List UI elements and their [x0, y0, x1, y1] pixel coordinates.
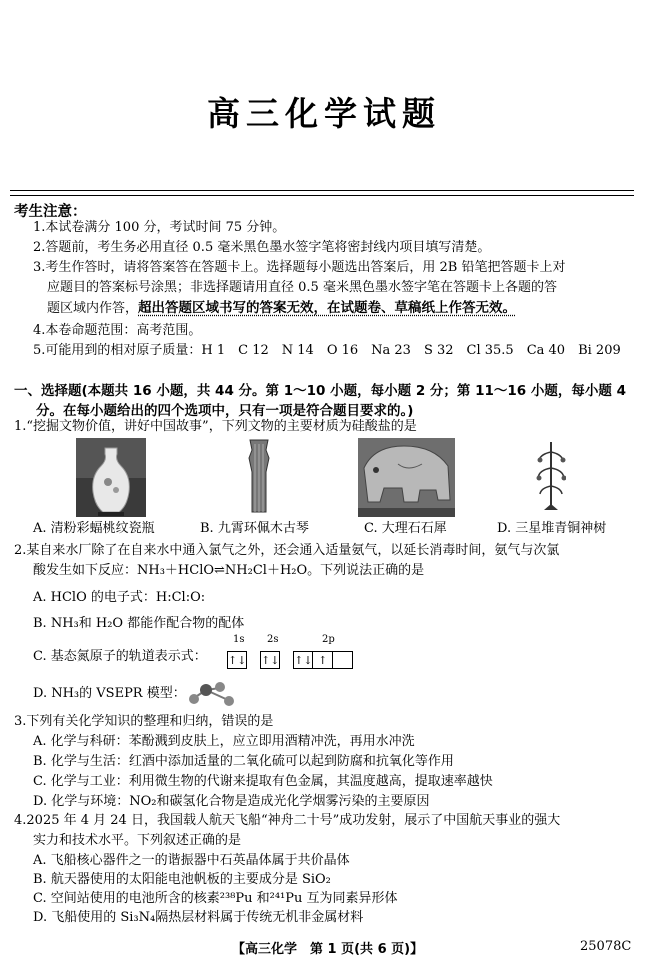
- option-c: C. 空间站使用的电池所含的核素²³⁸Pu 和²⁴¹Pu 互为同素异形体: [33, 891, 398, 906]
- section-heading: 分。在每小题给出的四个选项中，只有一项是符合题目要求的。): [36, 403, 414, 419]
- orbital-label: 2p: [322, 634, 335, 645]
- orbital-box: ↑↓: [227, 651, 247, 669]
- notice-item: 5.可能用到的相对原子质量：H 1 C 12 N 14 O 16 Na 23 S 32 Cl 35.5 Ca 40 Bi 209: [33, 343, 621, 358]
- option-b: B. 航天器使用的太阳能电池帆板的主要成分是 SiO₂: [33, 872, 331, 887]
- exam-code: 25078C: [580, 939, 632, 954]
- question-stem: 3.下列有关化学知识的整理和归纳，错误的是: [14, 714, 274, 729]
- option-c: C. 大理石石犀: [364, 521, 447, 536]
- option-c: C. 基态氮原子的轨道表示式：: [33, 649, 207, 664]
- question-stem: 2.某自来水厂除了在自来水中通入氯气之外，还会通入适量氨气，以延长消毒时间，氨气与次氯: [14, 543, 560, 558]
- option-c: C. 化学与工业：利用微生物的代谢来提取有色金属，其温度越高，提取速率越快: [33, 774, 493, 789]
- notice-item-text: 题区域内作答，: [47, 301, 139, 316]
- orbital-box: [333, 651, 353, 669]
- option-d: D. NH₃的 VSEPR 模型：: [33, 686, 186, 701]
- option-a: A. HClO 的电子式：H:Cl:O:: [33, 590, 206, 605]
- notice-item: 3.考生作答时，请将答案答在答题卡上。选择题每小题选出答案后，用 2B 铅笔把答题卡上对: [33, 260, 566, 275]
- notice-item-line: [47, 299, 516, 318]
- option-b: B. 化学与生活：红酒中添加适量的二氧化硫可以起到防腐和抗氧化等作用: [33, 754, 454, 769]
- notice-emphasis: 超出答题区域书写的答案无效，在试题卷、草稿纸上作答无效。: [138, 300, 517, 316]
- option-a: A. 清粉彩蝠桃纹瓷瓶: [33, 521, 155, 536]
- option-d: D. 三星堆青铜神树: [497, 521, 607, 536]
- orbital-box: ↑↓: [293, 651, 313, 669]
- section-heading: 一、选择题(本题共 16 小题，共 44 分。第 1～10 小题，每小题 2 分；第 11～16 小题，每小题 4: [14, 383, 626, 399]
- divider: [10, 190, 634, 191]
- option-a: A. 化学与科研：苯酚溅到皮肤上，应立即用酒精冲洗，再用水冲洗: [33, 734, 415, 749]
- notice-item: 4.本卷命题范围：高考范围。: [33, 323, 202, 338]
- orbital-box: ↑↓: [260, 651, 280, 669]
- option-d: D. 飞船使用的 Si₃N₄隔热层材料属于传统无机非金属材料: [33, 910, 364, 925]
- page-footer: 【高三化学 第 1 页(共 6 页)】: [232, 942, 424, 957]
- question-stem: 实力和技术水平。下列叙述正确的是: [33, 833, 242, 848]
- orbital-label: 2s: [267, 634, 279, 645]
- option-b: B. 九霄环佩木古琴: [200, 521, 309, 536]
- question-stem: 1.“挖掘文物价值，讲好中国故事”，下列文物的主要材质为硅酸盐的是: [14, 419, 417, 434]
- option-a: A. 飞船核心器件之一的谐振器中石英晶体属于共价晶体: [33, 853, 350, 868]
- orbital-box: ↑: [313, 651, 333, 669]
- question-stem: 4.2025 年 4 月 24 日，我国载人航天飞船“神舟二十号”成功发射，展示了中国航天事业的强大: [14, 813, 561, 828]
- option-d: D. 化学与环境：NO₂和碳氢化合物是造成光化学烟雾污染的主要原因: [33, 794, 430, 809]
- bronze-tree-image: [536, 438, 566, 517]
- vsepr-model-icon: [186, 680, 238, 708]
- notice-item: 应题目的答案标号涂黑；非选择题请用直径 0.5 毫米黑色墨水签字笔在答题卡上各题的答: [47, 280, 557, 295]
- orbital-label: 1s: [233, 634, 245, 645]
- orbital-diagram: [227, 649, 353, 669]
- page-title: 高三化学试题: [207, 94, 441, 133]
- option-b: B. NH₃和 H₂O 都能作配合物的配体: [33, 616, 245, 631]
- notice-item: 1.本试卷满分 100 分，考试时间 75 分钟。: [33, 220, 286, 235]
- divider: [10, 195, 634, 196]
- guqin-image: [242, 438, 276, 517]
- vase-image: [76, 438, 146, 517]
- notice-heading: 考生注意：: [14, 204, 87, 220]
- notice-item: 2.答题前，考生务必用直径 0.5 毫米黑色墨水签字笔将密封线内项目填写清楚。: [33, 240, 491, 255]
- question-stem: 酸发生如下反应：NH₃＋HClO⇌NH₂Cl＋H₂O。下列说法正确的是: [33, 563, 425, 578]
- stone-rhino-image: [358, 438, 455, 517]
